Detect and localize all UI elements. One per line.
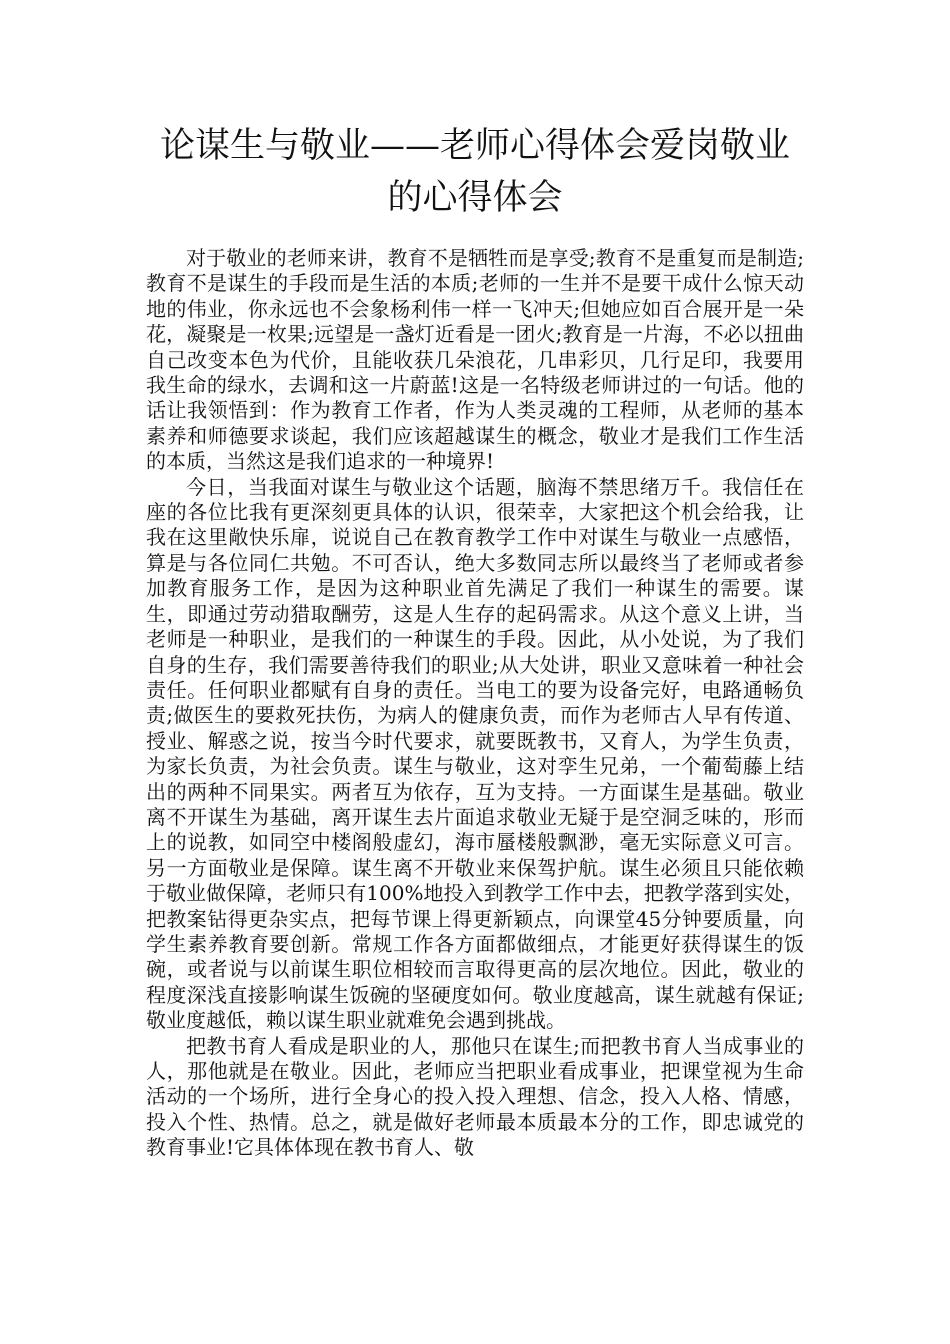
paragraph-1: 对于敬业的老师来讲，教育不是牺牲而是享受;教育不是重复而是制造;教育不是谋生的手段而是生活的本质;老师的一生并不是要干成什么惊天动地的伟业，你永远也不会象杨利伟一样一飞冲天;但她应如百合展开是一朵花，凝聚是一枚果;远望是一盏灯近看是一团火;教育是一片海，不必以扭曲自己改变本色为代价，且能收获几朵浪花，几串彩贝，几行足印，我要用我生命的绿水，去调和这一片蔚蓝!这是一名特级老师讲过的一句话。他的话让我领悟到：作为教育工作者，作为人类灵魂的工程师，从老师的基本素养和师德要求谈起，我们应该超越谋生的概念，敬业才是我们工作生活的本质，当然这是我们追求的一种境界! bbox=[146, 246, 804, 474]
title-line-2: 的心得体会 bbox=[387, 178, 563, 218]
document-body bbox=[146, 246, 804, 1161]
title-line-1: 论谋生与敬业——老师心得体会爱岗敬业 bbox=[159, 126, 790, 166]
document-title bbox=[120, 120, 830, 224]
paragraph-2: 今日，当我面对谋生与敬业这个话题，脑海不禁思绪万千。我信任在座的各位比我有更深刻更具体的认识，很荣幸，大家把这个机会给我，让我在这里敞快乐扉，说说自己在教育教学工作中对谋生与敬业一点感悟，算是与各位同仁共勉。不可否认，绝大多数同志所以最终当了老师或者参加教育服务工作，是因为这种职业首先满足了我们一种谋生的需要。谋生，即通过劳动猎取酬劳，这是人生存的起码需求。从这个意义上讲，当老师是一种职业，是我们的一种谋生的手段。因此，从小处说，为了我们自身的生存，我们需要善待我们的职业;从大处讲，职业又意味着一种社会责任。任何职业都赋有自身的责任。当电工的要为设备完好，电路通畅负责;做医生的要救死扶伤，为病人的健康负责，而作为老师古人早有传道、授业、解惑之说，按当今时代要求，就要既教书，又育人，为学生负责，为家长负责，为社会负责。谋生与敬业，这对孪生兄弟，一个葡萄藤上结出的两种不同果实。两者互为依存，互为支持。一方面谋生是基础。敬业离不开谋生为基础，离开谋生去片面追求敬业无疑于是空洞乏味的，形而上的说教，如同空中楼阁般虚幻，海市蜃楼般飘渺，毫无实际意义可言。另一方面敬业是保障。谋生离不开敬业来保驾护航。谋生必须且只能依赖于敬业做保障，老师只有100%地投入到教学工作中去，把教学落到实处，把教案钻得更杂实点，把每节课上得更新颖点，向课堂45分钟要质量，向学生素养教育要创新。常规工作各方面都做细点，才能更好获得谋生的饭碗，或者说与以前谋生职位相较而言取得更高的层次地位。因此，敬业的程度深浅直接影响谋生饭碗的坚硬度如何。敬业度越高，谋生就越有保证;敬业度越低，赖以谋生职业就难免会遇到挑战。 bbox=[146, 474, 804, 1033]
paragraph-3: 把教书育人看成是职业的人，那他只在谋生;而把教书育人当成事业的人，那他就是在敬业。因此，老师应当把职业看成事业，把课堂视为生命活动的一个场所，进行全身心的投入投入理想、信念，投入人格、情感，投入个性、热情。总之，就是做好老师最本质最本分的工作，即忠诚党的教育事业!它具体体现在教书育人、敬 bbox=[146, 1033, 804, 1160]
